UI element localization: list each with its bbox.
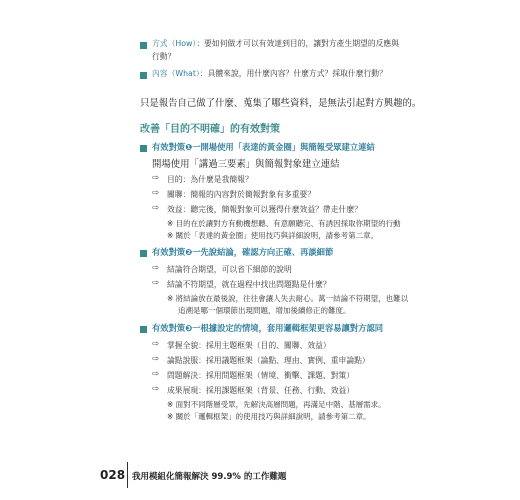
footer-divider bbox=[127, 462, 128, 488]
arrow-right-icon: ⇨ bbox=[152, 384, 160, 394]
strategy-1-lead: 開場使用「講過三要素」與簡報對象建立連結 bbox=[152, 159, 340, 170]
list-item: 目的：為什麼是我簡報？ bbox=[167, 175, 253, 184]
list-item: 結論符合期望，可以省下細節的說明 bbox=[167, 265, 292, 274]
top-bullet-what bbox=[152, 68, 387, 79]
arrow-right-icon: ⇨ bbox=[152, 188, 160, 198]
paragraph: 只是報告自己做了什麼、蒐集了哪些資料，是無法引起對方興趣的。 bbox=[140, 98, 422, 109]
strategy-2-title: 有效對策❷一先說結論，確認方向正確、再談細節 bbox=[152, 247, 334, 257]
note: ※ 關於「邏輯框架」的使用技巧與詳細說明，請參考第二章。 bbox=[167, 412, 371, 421]
bullet-square-icon bbox=[140, 42, 147, 49]
note: ※ 將結論放在最後說，往往會讓人失去耐心。萬一結論不符期望，也難以 bbox=[167, 294, 409, 303]
list-item: 關聯：簡報的內容對於簡報對象有多重要？ bbox=[167, 190, 316, 199]
what-label: 內容（What） bbox=[152, 69, 200, 78]
what-text: ：具體來說，用什麼內容？什麼方式？採取什麼行動？ bbox=[199, 69, 387, 78]
arrow-right-icon: ⇨ bbox=[152, 173, 160, 183]
arrow-right-icon: ⇨ bbox=[152, 203, 160, 213]
list-item: 結論不符期望，就在過程中找出問題點是什麼？ bbox=[167, 280, 331, 289]
bullet-square-icon bbox=[140, 72, 147, 79]
list-item: 效益：聽完後，簡報對象可以獲得什麼效益？帶走什麼？ bbox=[167, 205, 362, 214]
note: ※ 面對不同階層受眾，先解決高層問題，再滿足中階、基層需求。 bbox=[167, 400, 386, 409]
how-label: 方式（How） bbox=[152, 39, 197, 48]
list-item: 成果展現：採用課題框架（背景、任務、行動、效益） bbox=[167, 386, 355, 395]
note: ※ 目的在於讓對方有動機想聽、有意願聽完、有誘因採取你期望的行動 bbox=[167, 219, 401, 228]
arrow-right-icon: ⇨ bbox=[152, 278, 160, 288]
note-continuation: 追溯是哪一個環節出現問題，增加後續修正的難度。 bbox=[178, 306, 351, 315]
page-number: 028 bbox=[100, 468, 126, 482]
arrow-right-icon: ⇨ bbox=[152, 369, 160, 379]
top-bullet-how-cont: 行動？ bbox=[152, 52, 176, 61]
bullet-square-icon bbox=[140, 145, 147, 152]
arrow-right-icon: ⇨ bbox=[152, 263, 160, 273]
how-text: ：要如何做才可以有效達到目的，讓對方產生期望的反應與 bbox=[196, 39, 400, 48]
arrow-right-icon: ⇨ bbox=[152, 354, 160, 364]
top-bullet-how bbox=[152, 38, 399, 49]
section-heading: 改善「目的不明確」的有效對策 bbox=[140, 124, 280, 135]
arrow-right-icon: ⇨ bbox=[152, 339, 160, 349]
strategy-3-title: 有效對策❸一根據設定的情境，套用邏輯框架更容易讓對方認同 bbox=[152, 323, 384, 333]
note: ※ 關於「表達的黃金圈」使用技巧與詳細說明，請參考第二章。 bbox=[167, 231, 379, 240]
list-item: 掌握全貌：採用主題框架（目的、關聯、效益） bbox=[167, 341, 331, 350]
list-item: 問題解決：採用問題框架（情境、衝擊、課題、對策） bbox=[167, 371, 355, 380]
bullet-square-icon bbox=[140, 326, 147, 333]
footer-book-title: 我用模組化簡報解決 99.9% 的工作難題 bbox=[132, 472, 287, 482]
strategy-1-title: 有效對策❶一開場使用「表達的黃金圈」與簡報受眾建立連結 bbox=[152, 142, 375, 152]
list-item: 論點說服：採用議題框架（論點、理由、實例、重申論點） bbox=[167, 356, 370, 365]
bullet-square-icon bbox=[140, 250, 147, 257]
